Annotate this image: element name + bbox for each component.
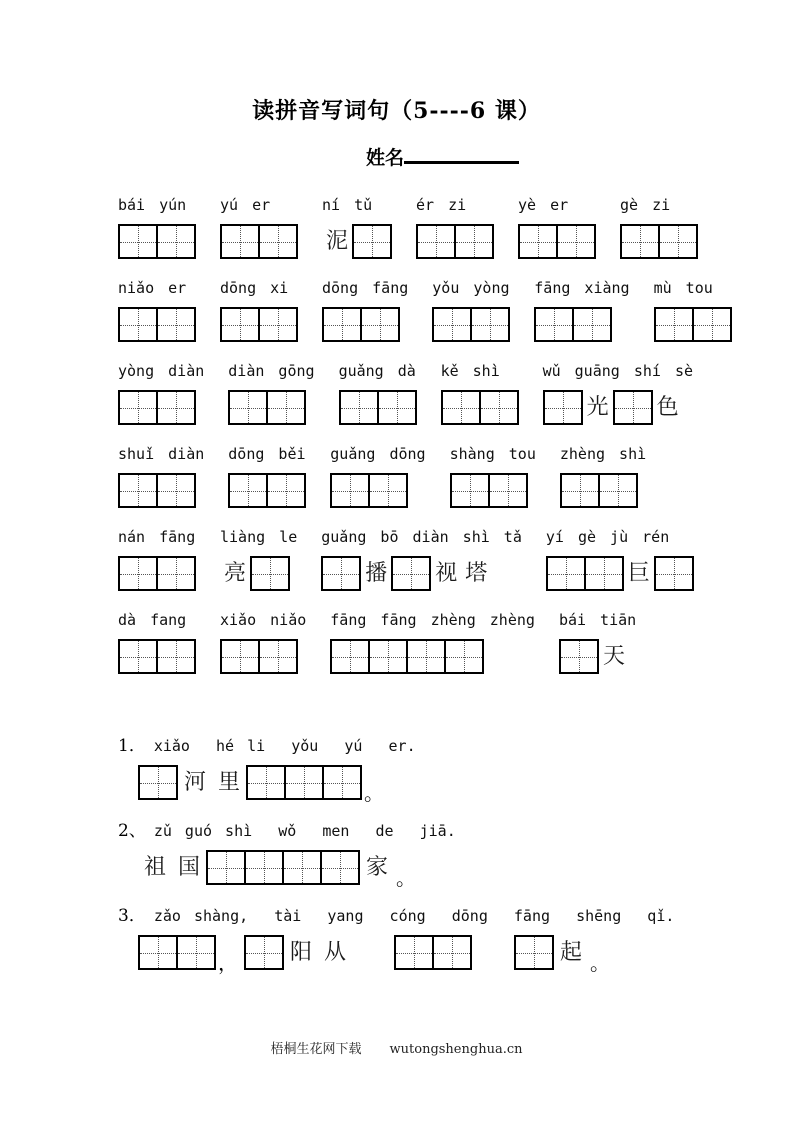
writing-cell[interactable]: [120, 392, 156, 423]
writing-grid: [543, 390, 583, 425]
pinyin-label: yí gè jù rén: [545, 528, 670, 546]
word-unit: [228, 362, 314, 425]
writing-cell[interactable]: [561, 641, 597, 672]
writing-grid: [559, 639, 599, 674]
writing-cell[interactable]: [520, 226, 556, 257]
answer-boxes: [220, 639, 298, 674]
writing-cell[interactable]: [516, 937, 552, 968]
writing-cell[interactable]: [120, 475, 156, 506]
writing-grid: [330, 639, 484, 674]
writing-cell[interactable]: [692, 309, 730, 340]
sentence-pinyin: zǔ guó shì wǒ men de jiā.: [153, 822, 456, 840]
word-unit: [118, 445, 204, 508]
writing-cell[interactable]: [222, 226, 258, 257]
writing-cell[interactable]: [432, 937, 470, 968]
writing-cell[interactable]: [479, 392, 517, 423]
pinyin-label: yú er: [220, 196, 271, 214]
answer-boxes: [441, 390, 519, 425]
writing-grid: [441, 390, 519, 425]
answer-boxes: [321, 556, 491, 591]
writing-cell[interactable]: [536, 309, 572, 340]
word-unit: [441, 362, 519, 425]
worksheet-content: [0, 196, 793, 975]
writing-cell[interactable]: [258, 226, 296, 257]
writing-cell[interactable]: [584, 558, 622, 589]
word-unit: [416, 196, 494, 259]
writing-cell[interactable]: [230, 475, 266, 506]
word-unit: [321, 528, 522, 591]
prefilled-char: 塔: [465, 561, 488, 586]
answer-boxes: [518, 224, 596, 259]
writing-grid: [394, 935, 472, 970]
writing-grid: [416, 224, 494, 259]
writing-cell[interactable]: [656, 558, 692, 589]
pinyin-label: yòng diàn: [118, 362, 205, 380]
writing-grid: [118, 556, 196, 591]
word-row: [118, 445, 793, 514]
word-unit: [620, 196, 698, 259]
footer-site-name: 梧桐生花网下载: [270, 1042, 362, 1057]
word-unit: [118, 279, 196, 342]
word-unit: [654, 279, 732, 342]
sentence-number: 2、: [118, 821, 146, 841]
answer-boxes: [118, 639, 196, 674]
pinyin-label: guǎng bō diàn shì tǎ: [321, 528, 522, 546]
writing-cell[interactable]: [156, 641, 194, 672]
answer-boxes: [220, 224, 298, 259]
word-unit: [220, 528, 297, 591]
pinyin-label: guǎng dà: [338, 362, 416, 380]
pinyin-label: ér zi: [416, 196, 467, 214]
word-unit: [518, 196, 596, 259]
writing-grid: [118, 639, 196, 674]
pinyin-label: fāng fāng zhèng zhèng: [330, 611, 535, 629]
writing-cell[interactable]: [140, 937, 176, 968]
pinyin-label: kě shì: [440, 362, 500, 380]
writing-cell[interactable]: [406, 641, 444, 672]
writing-grid: [339, 390, 417, 425]
writing-cell[interactable]: [156, 475, 194, 506]
prefilled-char: 阳: [290, 940, 313, 965]
pinyin-label: ní tǔ: [322, 196, 373, 214]
answer-boxes: [118, 556, 196, 591]
writing-grid: [228, 473, 306, 508]
writing-grid: [518, 224, 596, 259]
writing-grid: [450, 473, 528, 508]
writing-cell[interactable]: [548, 558, 584, 589]
prefilled-char: 视: [435, 561, 458, 586]
word-unit: [543, 362, 693, 425]
sentence-exercise-section: [118, 736, 793, 975]
answer-boxes: [118, 224, 196, 259]
answer-boxes: [546, 556, 694, 591]
writing-cell[interactable]: [156, 309, 194, 340]
footer: [0, 1038, 793, 1057]
word-unit: [546, 528, 694, 591]
writing-cell[interactable]: [418, 226, 454, 257]
writing-cell[interactable]: [368, 641, 406, 672]
writing-cell[interactable]: [556, 226, 594, 257]
answer-boxes: [118, 390, 196, 425]
answer-boxes: [322, 307, 400, 342]
writing-cell[interactable]: [656, 309, 692, 340]
writing-cell[interactable]: [658, 226, 696, 257]
answer-boxes: [559, 639, 629, 674]
writing-cell[interactable]: [284, 767, 322, 798]
writing-cell[interactable]: [454, 226, 492, 257]
writing-cell[interactable]: [324, 309, 360, 340]
pinyin-label: yè er: [518, 196, 569, 214]
sentence-pinyin-line: [118, 736, 793, 756]
sentence-exercise: [118, 821, 793, 890]
answer-boxes: [560, 473, 638, 508]
punctuation: 。: [590, 951, 611, 975]
answer-boxes: [330, 639, 484, 674]
writing-grid: [118, 224, 196, 259]
writing-cell[interactable]: [434, 309, 470, 340]
pinyin-label: xiǎo niǎo: [220, 611, 307, 629]
word-unit: [559, 611, 636, 674]
prefilled-char: 天: [602, 644, 625, 669]
writing-cell[interactable]: [332, 475, 368, 506]
pinyin-label: guǎng dōng: [330, 445, 426, 463]
word-unit: [220, 279, 298, 342]
writing-grid: [246, 765, 362, 800]
word-unit: [450, 445, 536, 508]
writing-grid: [620, 224, 698, 259]
prefilled-char: 亮: [224, 561, 247, 586]
writing-grid: [321, 556, 361, 591]
writing-grid: [118, 307, 196, 342]
writing-grid: [250, 556, 290, 591]
writing-cell[interactable]: [322, 767, 360, 798]
writing-cell[interactable]: [120, 641, 156, 672]
writing-cell[interactable]: [258, 641, 296, 672]
sentence-exercise: [118, 906, 793, 975]
writing-grid: [244, 935, 284, 970]
writing-grid: [546, 556, 624, 591]
sentence-pinyin: zǎo shàng, tài yang cóng dōng fāng shēng qǐ.: [153, 907, 675, 925]
writing-cell[interactable]: [545, 392, 581, 423]
word-unit: [118, 196, 196, 259]
pinyin-label: dà fang: [118, 611, 187, 629]
pinyin-label: liàng le: [220, 528, 298, 546]
answer-boxes: [118, 473, 196, 508]
pinyin-label: wǔ guāng shí sè: [542, 362, 694, 380]
writing-cell[interactable]: [120, 309, 156, 340]
sentence-pinyin-line: [118, 906, 793, 926]
word-unit: [118, 528, 196, 591]
writing-cell[interactable]: [332, 641, 368, 672]
writing-grid: [654, 556, 694, 591]
prefilled-char: 泥: [326, 229, 349, 254]
punctuation: ，: [218, 951, 238, 975]
answer-boxes: [220, 307, 298, 342]
word-unit: [322, 196, 392, 259]
pinyin-label: dōng xi: [220, 279, 289, 297]
writing-grid: [514, 935, 554, 970]
prefilled-char: 里: [218, 770, 241, 795]
writing-cell[interactable]: [598, 475, 636, 506]
writing-grid: [432, 307, 510, 342]
writing-grid: [391, 556, 431, 591]
writing-cell[interactable]: [222, 309, 258, 340]
writing-cell[interactable]: [258, 309, 296, 340]
writing-grid: [220, 224, 298, 259]
word-row: [118, 196, 793, 265]
pinyin-label: diàn gōng: [228, 362, 315, 380]
writing-grid: [330, 473, 408, 508]
writing-cell[interactable]: [246, 937, 282, 968]
word-unit: [560, 445, 646, 508]
pinyin-label: zhèng shì: [559, 445, 647, 463]
writing-cell[interactable]: [615, 392, 651, 423]
word-unit: [118, 362, 204, 425]
answer-boxes: [228, 473, 306, 508]
writing-cell[interactable]: [120, 226, 156, 257]
writing-grid: [322, 307, 400, 342]
pinyin-label: yǒu yòng: [432, 279, 510, 297]
writing-cell[interactable]: [443, 392, 479, 423]
sentence-answer-line: [138, 764, 793, 805]
writing-cell[interactable]: [248, 767, 284, 798]
name-label: 姓名: [366, 147, 405, 169]
writing-cell[interactable]: [176, 937, 214, 968]
writing-cell[interactable]: [396, 937, 432, 968]
answer-boxes: [339, 390, 417, 425]
prefilled-char: 色: [656, 395, 679, 420]
word-unit: [534, 279, 629, 342]
sentence-number: 1．: [118, 736, 146, 756]
writing-grid: [228, 390, 306, 425]
writing-grid: [220, 639, 298, 674]
answer-boxes: [534, 307, 612, 342]
writing-cell[interactable]: [266, 475, 304, 506]
word-unit: [339, 362, 417, 425]
pinyin-label: niǎo er: [118, 279, 187, 297]
sentence-pinyin: xiǎo hé li yǒu yú er.: [153, 737, 416, 755]
answer-boxes: [450, 473, 528, 508]
name-input-underline[interactable]: [404, 142, 519, 164]
writing-grid: [560, 473, 638, 508]
writing-cell[interactable]: [354, 226, 390, 257]
word-unit: [228, 445, 306, 508]
writing-cell[interactable]: [222, 641, 258, 672]
prefilled-char: 祖: [144, 855, 167, 880]
word-unit: [322, 279, 408, 342]
writing-cell[interactable]: [393, 558, 429, 589]
writing-cell[interactable]: [444, 641, 482, 672]
word-unit: [330, 611, 535, 674]
writing-cell[interactable]: [622, 226, 658, 257]
page-title: 读拼音写词句（5----6 课）: [252, 98, 541, 124]
punctuation: 。: [364, 781, 385, 805]
writing-grid: [118, 473, 196, 508]
writing-cell[interactable]: [244, 852, 282, 883]
writing-cell[interactable]: [156, 558, 194, 589]
pinyin-label: shuǐ diàn: [118, 445, 205, 463]
prefilled-char: 国: [178, 855, 201, 880]
word-row: [118, 362, 793, 431]
writing-cell[interactable]: [156, 226, 194, 257]
punctuation: 。: [396, 866, 417, 890]
sentence-number: 3．: [118, 906, 146, 926]
writing-cell[interactable]: [252, 558, 288, 589]
sentence-exercise: [118, 736, 793, 805]
writing-cell[interactable]: [266, 392, 304, 423]
word-row: [118, 528, 793, 597]
writing-cell[interactable]: [368, 475, 406, 506]
writing-grid: [613, 390, 653, 425]
pinyin-label: mù tou: [653, 279, 713, 297]
writing-cell[interactable]: [341, 392, 377, 423]
writing-grid: [534, 307, 612, 342]
pinyin-label: dōng fāng: [322, 279, 409, 297]
word-row: [118, 611, 793, 680]
writing-cell[interactable]: [562, 475, 598, 506]
writing-cell[interactable]: [156, 392, 194, 423]
writing-cell[interactable]: [452, 475, 488, 506]
sentence-answer-line: [138, 934, 793, 975]
writing-cell[interactable]: [208, 852, 244, 883]
answer-boxes: [118, 307, 196, 342]
prefilled-char: 从: [324, 940, 347, 965]
name-line: [366, 142, 519, 172]
writing-cell[interactable]: [120, 558, 156, 589]
pinyin-label: fāng xiàng: [534, 279, 630, 297]
pinyin-label: nán fāng: [118, 528, 196, 546]
answer-boxes: [416, 224, 494, 259]
prefilled-char: 播: [365, 561, 388, 586]
pinyin-label: bái tiān: [558, 611, 637, 629]
answer-boxes: [543, 390, 683, 425]
writing-cell[interactable]: [230, 392, 266, 423]
writing-grid: [138, 765, 178, 800]
word-unit: [330, 445, 425, 508]
word-unit: [118, 611, 196, 674]
word-row: [118, 279, 793, 348]
writing-cell[interactable]: [572, 309, 610, 340]
prefilled-char: 家: [366, 855, 389, 880]
writing-cell[interactable]: [360, 309, 398, 340]
sentence-answer-line: [138, 849, 793, 890]
prefilled-char: 巨: [627, 561, 650, 586]
writing-cell[interactable]: [488, 475, 526, 506]
writing-cell[interactable]: [470, 309, 508, 340]
writing-grid: [220, 307, 298, 342]
word-exercise-section: [118, 196, 793, 680]
answer-boxes: [330, 473, 408, 508]
prefilled-char: 起: [560, 940, 583, 965]
footer-site-url: wutongshenghua.cn: [389, 1042, 523, 1057]
answer-boxes: [228, 390, 306, 425]
pinyin-label: bái yún: [118, 196, 187, 214]
answer-boxes: [432, 307, 510, 342]
writing-grid: [654, 307, 732, 342]
sentence-pinyin-line: [118, 821, 793, 841]
writing-cell[interactable]: [320, 852, 358, 883]
word-unit: [220, 196, 298, 259]
writing-cell[interactable]: [140, 767, 176, 798]
word-unit: [432, 279, 510, 342]
answer-boxes: [620, 224, 698, 259]
writing-grid: [206, 850, 360, 885]
pinyin-label: gè zi: [620, 196, 671, 214]
pinyin-label: shàng tou: [449, 445, 536, 463]
writing-grid: [352, 224, 392, 259]
prefilled-char: 河: [184, 770, 207, 795]
answer-boxes: [654, 307, 732, 342]
writing-grid: [118, 390, 196, 425]
word-unit: [220, 611, 306, 674]
writing-cell[interactable]: [282, 852, 320, 883]
prefilled-char: 光: [586, 395, 609, 420]
writing-cell[interactable]: [377, 392, 415, 423]
answer-boxes: [322, 224, 392, 259]
pinyin-label: dōng běi: [228, 445, 306, 463]
writing-grid: [138, 935, 216, 970]
writing-cell[interactable]: [323, 558, 359, 589]
answer-boxes: [220, 556, 290, 591]
